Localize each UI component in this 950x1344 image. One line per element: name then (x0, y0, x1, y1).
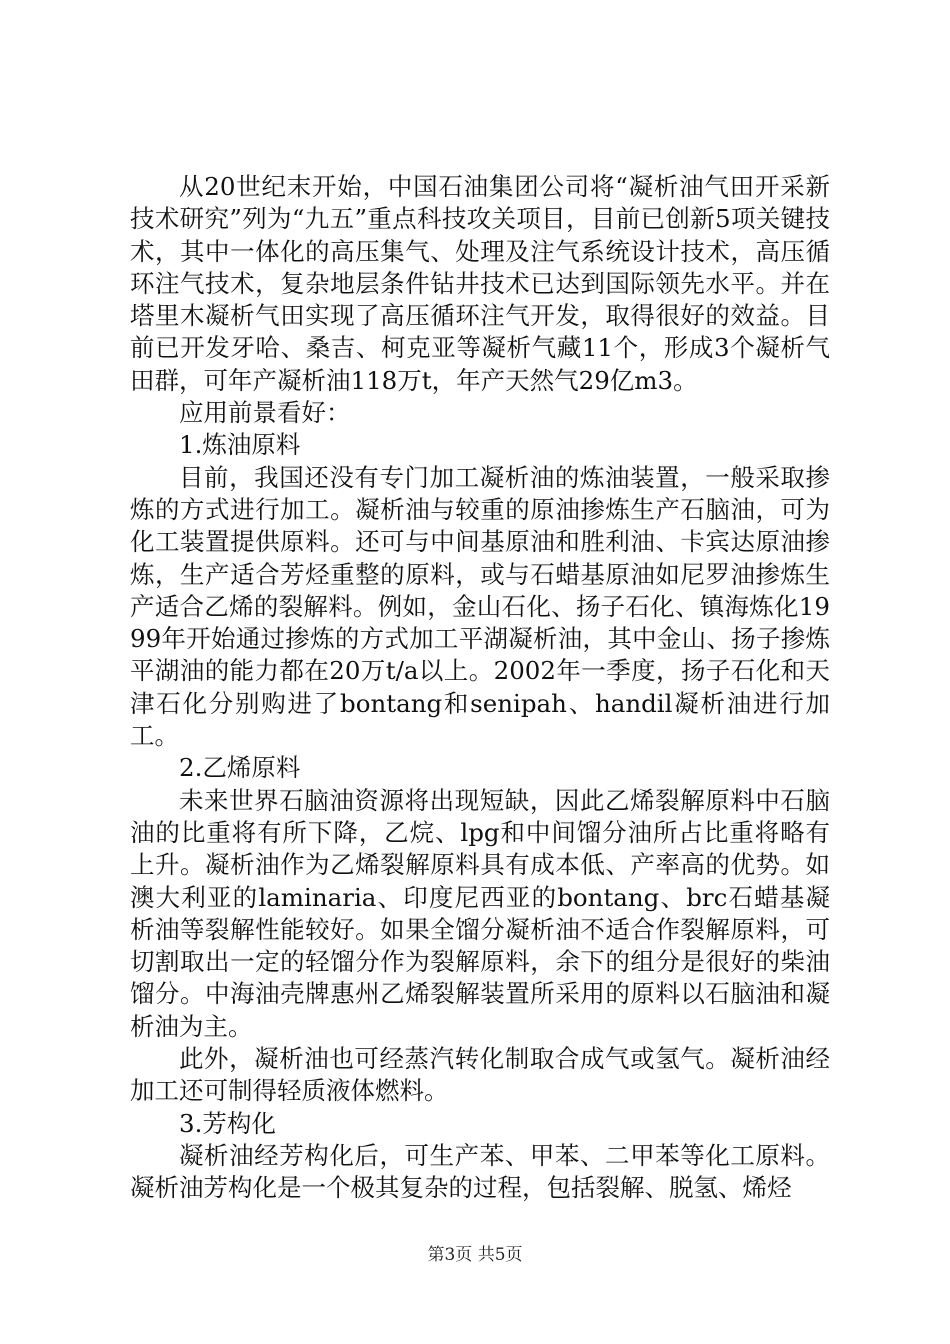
section-heading-aromatization: 3.芳构化 (179, 1108, 276, 1138)
paragraph-syngas: 此外，凝析油也可经蒸汽转化制取合成气或氢气。凝析油经加工还可制得轻质液体燃料。 (130, 1044, 830, 1106)
paragraph-refining: 目前，我国还没有专门加工凝析油的炼油装置，一般采取掺炼的方式进行加工。凝析油与较重的原油掺炼生产石脑油，可为化工装置提供原料。还可与中间基原油和胜利油、卡宾达原油掺炼，生产适合芳烃重整的原料，或与石蜡基原油如尼罗油掺炼生产适合乙烯的裂解料。例如，金山石化、扬子石化、镇海炼化1999年开始通过掺炼的方式加工平湖凝析油，其中金山、扬子掺炼平湖油的能力都在20万t/a以上。2002年一季度，扬子石化和天津石化分别购进了bontang和senipah、handil凝析油进行加工。 (130, 462, 830, 751)
paragraph-outlook: 应用前景看好： (179, 398, 351, 428)
paragraph-intro: 从20世纪末开始，中国石油集团公司将“凝析油气田开采新技术研究”列为“九五”重点科技攻关项目，目前已创新5项关键技术，其中一体化的高压集气、处理及注气系统设计技术，高压循环注气技术，复杂地层条件钻井技术已达到国际领先水平。并在塔里木凝析气田实现了高压循环注气开发，取得很好的效益。目前已开发牙哈、桑吉、柯克亚等凝析气藏11个，形成3个凝析气田群，可年产凝析油118万t，年产天然气29亿m3。 (130, 172, 830, 395)
section-heading-refining: 1.炼油原料 (179, 430, 301, 460)
paragraph-ethylene: 未来世界石脑油资源将出现短缺，因此乙烯裂解原料中石脑油的比重将有所下降，乙烷、lpg和中间馏分油所占比重将略有上升。凝析油作为乙烯裂解原料具有成本低、产率高的优势。如澳大利亚的laminaria、印度尼西亚的bontang、brc石蜡基凝析油等裂解性能较好。如果全馏分凝析油不适合作裂解原料，可切割取出一定的轻馏分作为裂解原料，余下的组分是很好的柴油馏分。中海油壳牌惠州乙烯裂解装置所采用的原料以石脑油和凝析油为主。 (130, 785, 830, 1041)
section-heading-ethylene: 2.乙烯原料 (179, 753, 301, 783)
paragraph-aromatization: 凝析油经芳构化后，可生产苯、甲苯、二甲苯等化工原料。凝析油芳构化是一个极其复杂的过程，包括裂解、脱氢、烯烃 (130, 1140, 830, 1203)
document-body (130, 171, 830, 1205)
page-number-footer: 第3页 共5页 (427, 1245, 523, 1265)
